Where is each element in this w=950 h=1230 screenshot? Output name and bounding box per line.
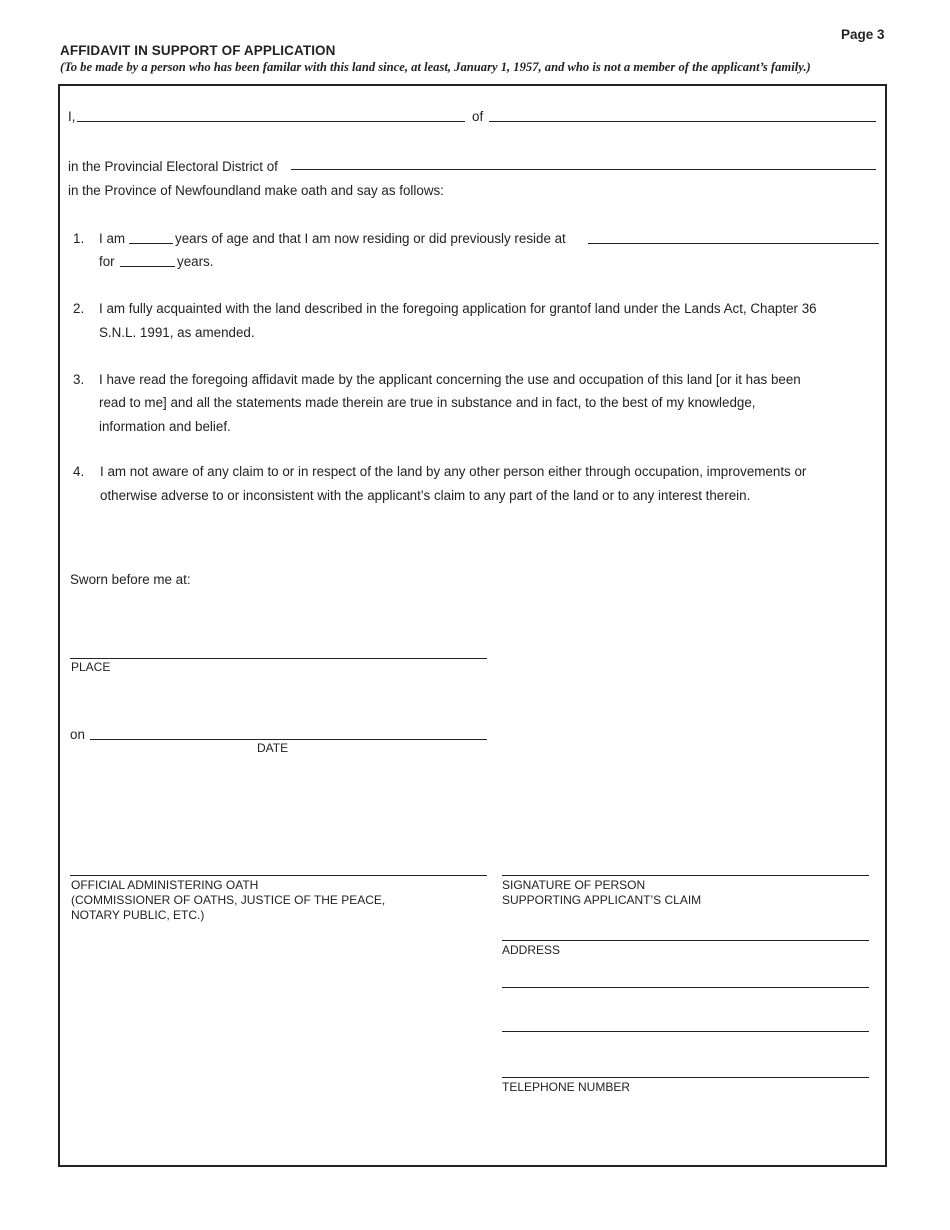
of-label: of — [472, 109, 484, 124]
sworn-heading: Sworn before me at: — [70, 572, 191, 587]
telephone-field[interactable] — [502, 1077, 869, 1078]
item-1-years-label: years. — [177, 254, 214, 269]
page-number: Page 3 — [841, 27, 885, 42]
item-3-line-2: read to me] and all the statements made therein are true in substance and in fact, to the best of my knowledge, — [99, 395, 756, 410]
item-1-i-am: I am — [99, 231, 126, 246]
item-2-number: 2. — [73, 301, 85, 316]
previous-residence-field[interactable] — [588, 243, 879, 244]
item-3-line-3: information and belief. — [99, 419, 231, 434]
address-field-3[interactable] — [502, 1031, 869, 1032]
years-residing-field[interactable] — [120, 266, 175, 267]
item-4-line-1: I am not aware of any claim to or in respect of the land by any other person either through occupation, improvements or — [100, 464, 807, 479]
telephone-label: TELEPHONE NUMBER — [502, 1080, 631, 1094]
official-label-line-1: OFFICIAL ADMINISTERING OATH — [71, 878, 259, 892]
i-label: I, — [68, 109, 76, 124]
item-3-line-1: I have read the foregoing affidavit made by the applicant concerning the use and occupation of this land [or it has been — [99, 372, 801, 387]
place-field[interactable] — [70, 658, 487, 659]
address-label: ADDRESS — [502, 943, 561, 957]
item-1-number: 1. — [73, 231, 85, 246]
on-label: on — [70, 727, 85, 742]
address-field-2[interactable] — [502, 987, 869, 988]
item-4-line-2: otherwise adverse to or inconsistent with the applicant’s claim to any part of the land or to any interest therein. — [100, 488, 751, 503]
date-label: DATE — [257, 741, 289, 755]
official-label-line-2: (COMMISSIONER OF OATHS, JUSTICE OF THE PEACE, — [71, 893, 386, 907]
item-1-text: years of age and that I am now residing or did previously reside at — [175, 231, 566, 246]
item-2-line-2: S.N.L. 1991, as amended. — [99, 325, 255, 340]
age-field[interactable] — [129, 243, 173, 244]
official-label-line-3: NOTARY PUBLIC, ETC.) — [71, 908, 205, 922]
page-title: AFFIDAVIT IN SUPPORT OF APPLICATION — [60, 43, 336, 58]
place-label: PLACE — [71, 660, 111, 674]
item-2-line-1: I am fully acquainted with the land described in the foregoing application for grantof land under the Lands Act, Chapter 36 — [99, 301, 817, 316]
page-subtitle: (To be made by a person who has been familar with this land since, at least, January 1, 1957, and who is not a member of the applicant’s family.) — [60, 60, 811, 74]
district-label: in the Provincial Electoral District of — [68, 159, 278, 174]
address-field-1[interactable] — [502, 940, 869, 941]
deponent-residence-field[interactable] — [489, 121, 876, 122]
signature-label-line-1: SIGNATURE OF PERSON — [502, 878, 646, 892]
signature-label-line-2: SUPPORTING APPLICANT’S CLAIM — [502, 893, 702, 907]
date-field[interactable] — [90, 739, 487, 740]
district-field[interactable] — [291, 169, 876, 170]
deponent-name-field[interactable] — [77, 121, 465, 122]
official-signature-field[interactable] — [70, 875, 487, 876]
affidavit-frame — [58, 84, 887, 1167]
item-4-number: 4. — [73, 464, 85, 479]
supporter-signature-field[interactable] — [502, 875, 869, 876]
item-3-number: 3. — [73, 372, 85, 387]
province-text: in the Province of Newfoundland make oath and say as follows: — [68, 183, 444, 198]
item-1-for-label: for — [99, 254, 115, 269]
